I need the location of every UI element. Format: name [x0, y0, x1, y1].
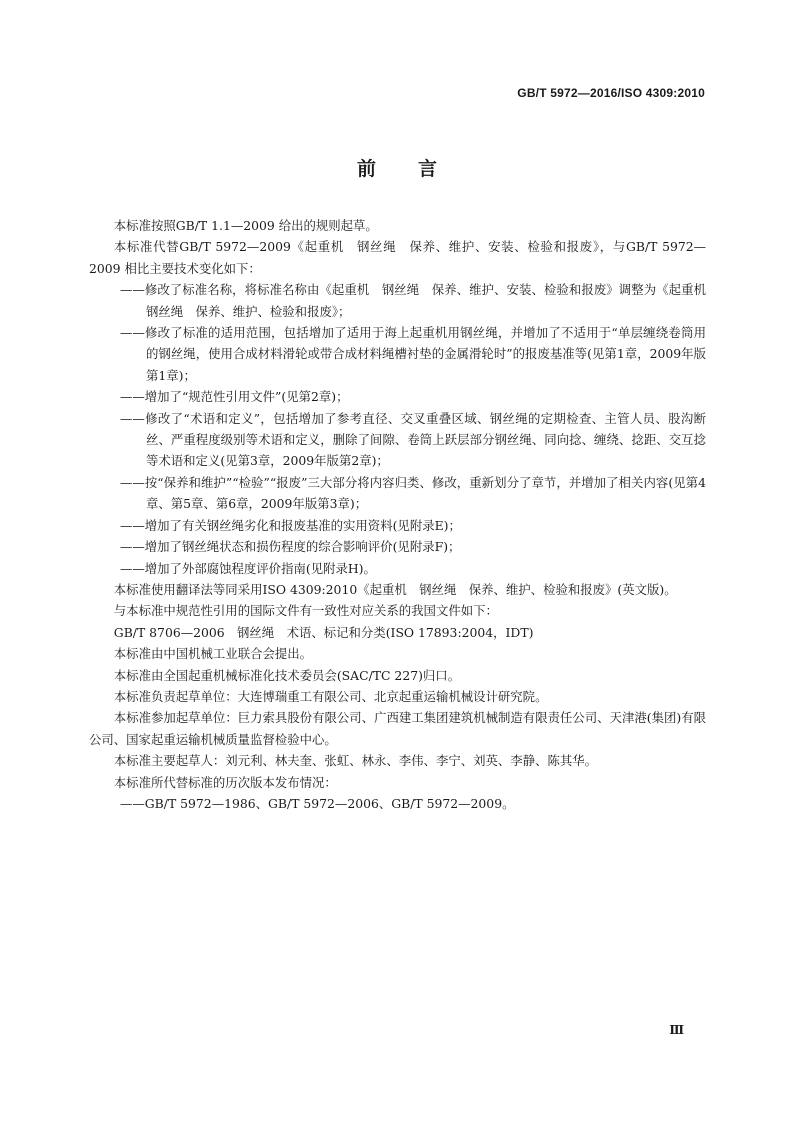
- paragraph-main-drafters: 本标准主要起草人：刘元利、林夫奎、张虹、林永、李伟、李宁、刘英、李静、陈其华。: [113, 753, 598, 769]
- foreword-body: [89, 215, 719, 814]
- change-item-name: ——修改了标准名称，将标准名称由《起重机 钢丝绳 保养、维护、安装、检验和报废》调整为《起重机 钢丝绳 保养、维护、检验和报废》；: [120, 282, 719, 319]
- paragraph-responsible-drafters: 本标准负责起草单位：大连博瑞重工有限公司、北京起重运输机械设计研究院。: [113, 688, 548, 704]
- page-title: [0, 154, 794, 181]
- paragraph-correspondence: 与本标准中规范性引用的国际文件有一致性对应关系的我国文件如下：: [113, 603, 498, 619]
- paragraph-adoption: 本标准使用翻译法等同采用ISO 4309:2010《起重机 钢丝绳 保养、维护、检验和报废》(英文版)。: [113, 581, 677, 597]
- change-item-scope: ——修改了标准的适用范围，包括增加了适用于海上起重机用钢丝绳，并增加了不适用于“单层缠绕卷筒用的钢丝绳，使用合成材料滑轮或带合成材料绳槽衬垫的金属滑轮时”的报废基准等(见第1章，2009年版第1章)；: [120, 325, 706, 383]
- change-item-annex-e: ——增加了有关钢丝绳劣化和报废基准的实用资料(见附录E)；: [120, 517, 461, 533]
- history-item: ——GB/T 5972—1986、GB/T 5972—2006、GB/T 5972—2009。: [120, 795, 515, 811]
- standard-code-header: GB/T 5972—2016/ISO 4309:2010: [517, 86, 705, 100]
- change-item-terms: ——修改了“术语和定义”，包括增加了参考直径、交叉重叠区域、钢丝绳的定期检查、主管人员、股沟断丝、严重程度级别等术语和定义，删除了间隙、卷筒上跃层部分钢丝绳、同向捻、缠绕、捻距、交互捻等术语和定义(见第3章，2009年版第2章)；: [120, 410, 706, 469]
- title-char-1: 前: [356, 158, 376, 180]
- paragraph-drafting-rule: 本标准按照GB/T 1.1—2009 给出的规则起草。: [113, 218, 378, 233]
- change-item-restructure: ——按“保养和维护”“检验”“报废”三大部分将内容归类、修改，重新划分了章节，并增加了相关内容(见第4章、第5章、第6章，2009年版第3章)；: [120, 474, 706, 512]
- paragraph-under-jurisdiction: 本标准由全国起重机械标准化技术委员会(SAC/TC 227)归口。: [113, 667, 461, 683]
- paragraph-proposed-by: 本标准由中国机械工业联合会提出。: [113, 646, 313, 662]
- title-char-2: 言: [418, 158, 438, 180]
- change-item-annex-f: ——增加了钢丝绳状态和损伤程度的综合影响评价(见附录F)；: [120, 539, 461, 555]
- paragraph-history: 本标准所代替标准的历次版本发布情况：: [113, 774, 337, 790]
- paragraph-replaces: 本标准代替GB/T 5972—2009《起重机 钢丝绳 保养、维护、安装、检验和报废》，与GB/T 5972—2009 相比主要技术变化如下：: [89, 239, 706, 276]
- page-number: Ⅲ: [669, 1023, 684, 1037]
- change-item-normative-refs: ——增加了“规范性引用文件”(见第2章)；: [120, 389, 349, 405]
- change-item-annex-h: ——增加了外部腐蚀程度评价指南(见附录H)。: [120, 560, 376, 576]
- paragraph-participating-drafters: 本标准参加起草单位：巨力索具股份有限公司、广西建工集团建筑机械制造有限责任公司、天津港(集团)有限公司、国家起重运输机械质量监督检验中心。: [89, 710, 706, 747]
- paragraph-national-doc: GB/T 8706—2006 钢丝绳 术语、标记和分类(ISO 17893:2004，IDT): [113, 624, 534, 640]
